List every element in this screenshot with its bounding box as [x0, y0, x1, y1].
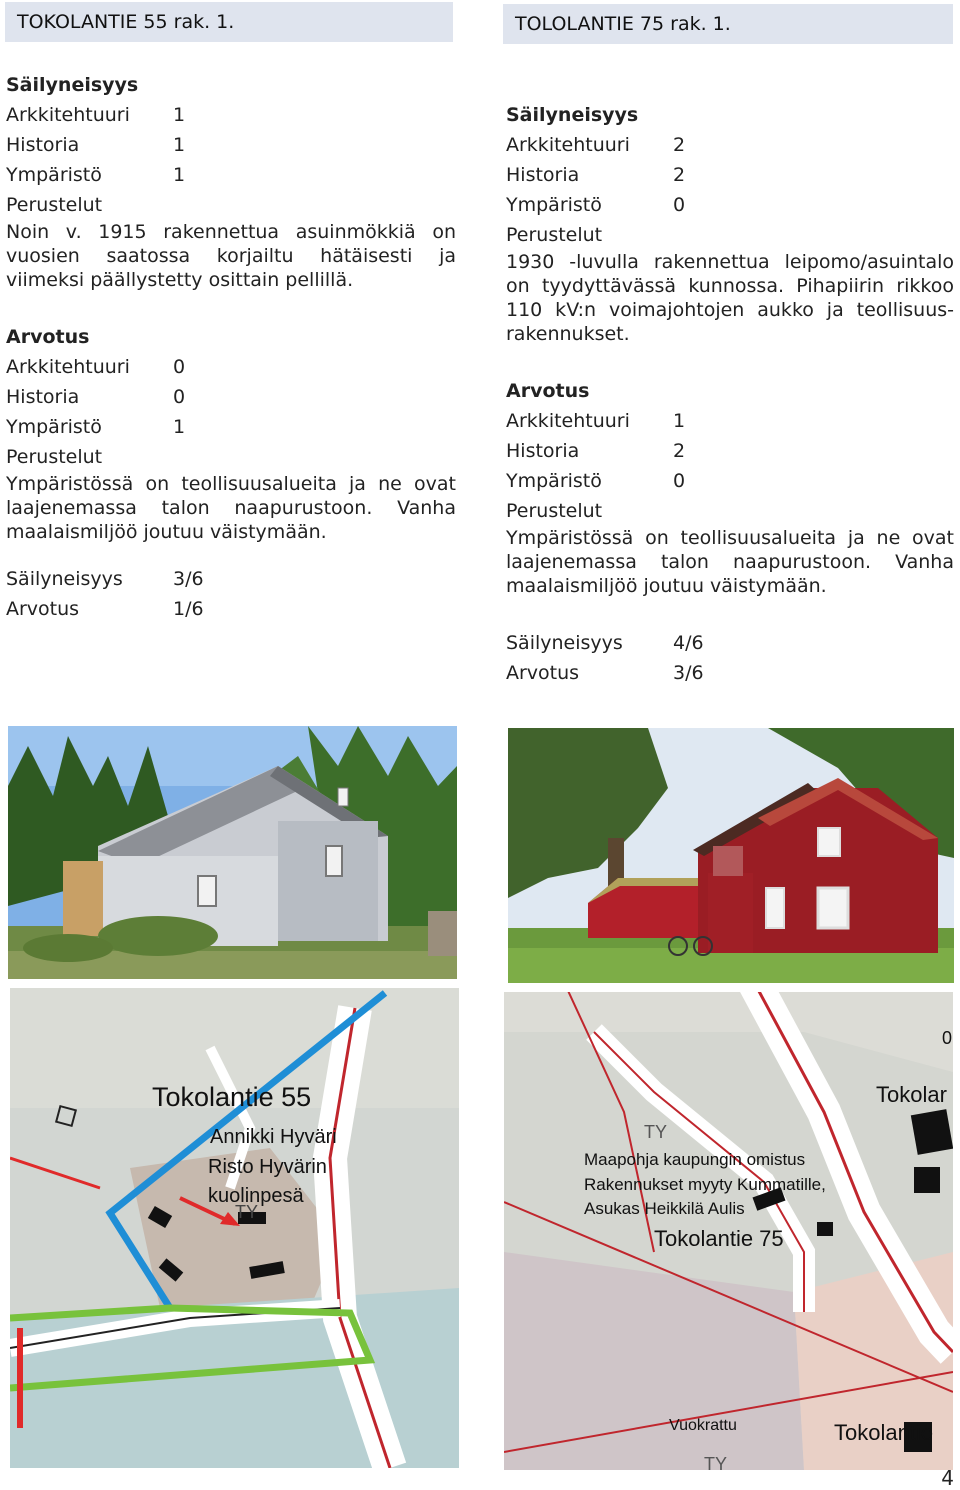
rating-row — [506, 190, 954, 220]
rating-label: Ympäristö — [506, 470, 602, 492]
left-assessment-column — [6, 70, 456, 624]
reasons-label: Perustelut — [506, 224, 603, 246]
rating-row — [6, 352, 456, 382]
map-road-label: Tokolar — [876, 1082, 947, 1107]
rating-row — [6, 160, 456, 190]
rating-label: Historia — [506, 164, 580, 186]
summary-label: Säilyneisyys — [6, 568, 123, 590]
map-owner-label: Annikki Hyväri — [210, 1126, 337, 1148]
map-owner-label: Maapohja kaupungin omistus — [584, 1150, 806, 1169]
rating-value: 1 — [173, 134, 186, 156]
summary-value: 4/6 — [673, 632, 704, 654]
reasons-text: Noin v. 1915 rakennettua asuinmökkiä on vuosien saatossa korjailtu hätäisesti ja viimeksi päällystetty osittain pellillä. — [6, 221, 456, 291]
summary-value: 3/6 — [173, 568, 204, 590]
rating-value: 2 — [673, 134, 686, 156]
rating-value: 2 — [673, 164, 686, 186]
rating-label: Ympäristö — [6, 164, 102, 186]
map-lease-label: Vuokrattu — [669, 1417, 737, 1434]
rating-label: Historia — [6, 386, 80, 408]
reasons-text: Ympäristössä on teollisuusalueita ja ne ovat laajenemassa talon naapurustoon. Vanha maalaismiljöö joutuu väistymään. — [6, 473, 456, 543]
map-number-label: 0 — [942, 1028, 953, 1048]
map-zone-label: TY — [644, 1122, 668, 1142]
rating-value: 1 — [673, 410, 686, 432]
reasons-text: Ympäristössä on teollisuusalueita ja ne ovat laajenemassa talon naapurustoon. Vanha maalaismiljöö joutuu väistymään. — [506, 527, 954, 597]
map-zone-label: TY — [235, 1202, 259, 1222]
rating-value: 0 — [173, 356, 186, 378]
map-road-label: Tokolantie — [834, 1420, 934, 1445]
rating-value: 2 — [673, 440, 686, 462]
preservation-heading: Säilyneisyys — [6, 74, 139, 96]
reasons-label: Perustelut — [6, 446, 103, 468]
reasons-label: Perustelut — [6, 194, 103, 216]
rating-value: 1 — [173, 104, 186, 126]
rating-label: Historia — [506, 440, 580, 462]
rating-label: Ympäristö — [6, 416, 102, 438]
map-owner-label: Asukas Heikkilä Aulis — [584, 1199, 745, 1218]
rating-label: Arkkitehtuuri — [506, 410, 630, 432]
left-site-map — [10, 988, 459, 1468]
rating-row — [506, 436, 954, 466]
summary-row — [506, 658, 954, 688]
summary-row — [506, 628, 954, 658]
evaluation-heading: Arvotus — [506, 380, 590, 402]
right-assessment-column — [506, 100, 954, 688]
map-owner-label: kuolinpesä — [208, 1185, 304, 1207]
rating-value: 1 — [173, 164, 186, 186]
rating-value: 0 — [673, 470, 686, 492]
map-title-label: Tokolantie 55 — [152, 1082, 312, 1112]
reasons-label: Perustelut — [506, 500, 603, 522]
right-property-header: TOLOLANTIE 75 rak. 1. — [503, 4, 953, 44]
summary-row — [6, 564, 456, 594]
rating-row — [6, 412, 456, 442]
summary-label: Säilyneisyys — [506, 632, 623, 654]
page-number: 4 — [941, 1466, 954, 1490]
left-building-photo — [8, 726, 457, 979]
rating-label: Arkkitehtuuri — [6, 356, 130, 378]
summary-row — [6, 594, 456, 624]
rating-row — [506, 466, 954, 496]
summary-value: 1/6 — [173, 598, 204, 620]
left-property-header: TOKOLANTIE 55 rak. 1. — [5, 2, 453, 42]
preservation-heading: Säilyneisyys — [506, 104, 639, 126]
rating-label: Arkkitehtuuri — [6, 104, 130, 126]
map-owner-label: Rakennukset myyty Kummatille, — [584, 1175, 826, 1194]
reasons-text: 1930 -luvulla rakennettua leipomo/asuintalo on tyydyttävässä kunnossa. Pihapiirin rikkoo 110 kV:n voimajohtojen aukko ja teollisuus-rakennukset. — [506, 251, 954, 345]
rating-row — [6, 382, 456, 412]
rating-value: 1 — [173, 416, 186, 438]
rating-label: Historia — [6, 134, 80, 156]
summary-value: 3/6 — [673, 662, 704, 684]
map-zone-label: TY — [704, 1454, 728, 1470]
rating-row — [506, 160, 954, 190]
rating-value: 0 — [173, 386, 186, 408]
map-owner-label: Risto Hyvärin — [208, 1156, 327, 1178]
rating-row — [506, 406, 954, 436]
rating-row — [6, 100, 456, 130]
right-site-map — [504, 992, 953, 1470]
rating-row — [6, 130, 456, 160]
summary-label: Arvotus — [6, 598, 80, 620]
rating-row — [506, 130, 954, 160]
rating-label: Ympäristö — [506, 194, 602, 216]
rating-value: 0 — [673, 194, 686, 216]
rating-label: Arkkitehtuuri — [506, 134, 630, 156]
right-building-photo — [508, 728, 954, 983]
map-title-label: Tokolantie 75 — [654, 1226, 784, 1251]
evaluation-heading: Arvotus — [6, 326, 90, 348]
summary-label: Arvotus — [506, 662, 580, 684]
